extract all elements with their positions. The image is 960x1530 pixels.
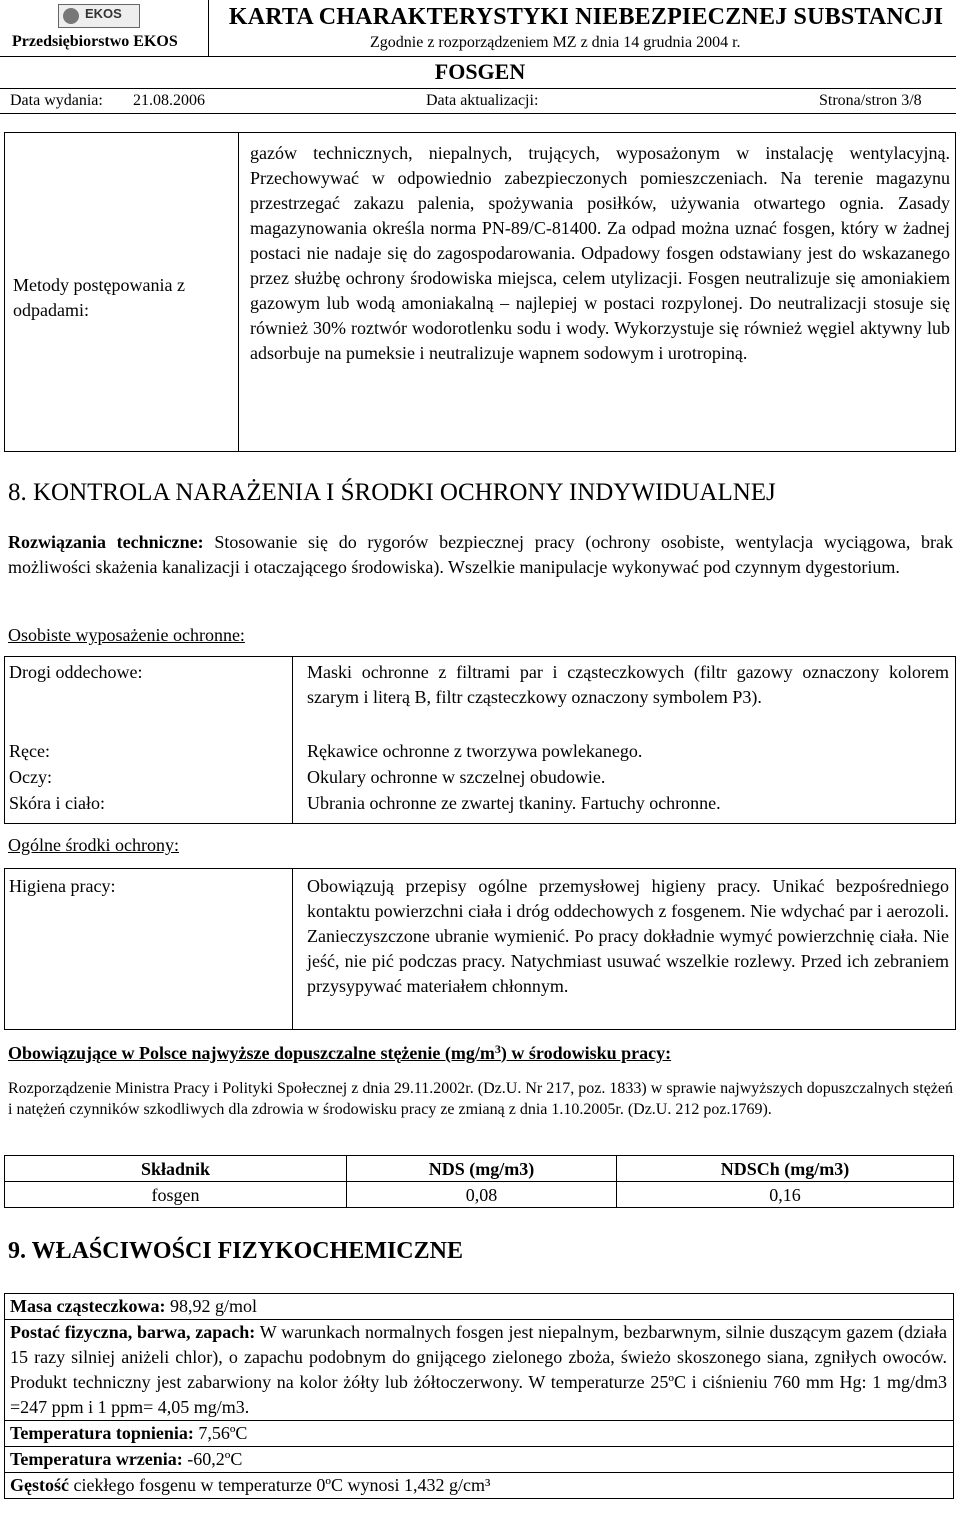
property-label: Temperatura wrzenia: (10, 1449, 183, 1469)
nds-heading-part-a: Obowiązujące w Polsce najwyższe dopuszczalne stężenie (mg/m (8, 1043, 495, 1063)
property-melting-point (4, 1421, 954, 1447)
nds-header-component: Składnik (5, 1156, 347, 1182)
property-value: W warunkach normalnych fosgen jest niepalnym, bezbarwnym, silnie duszącym gazem (działa 15 razy silniej aniżeli chlor), o zapachu podobnym do gnijącego zielonego zboża, świeżo skoszonego siana, zgniłych owoców. Produkt techniczny jest zabarwiony na kolor żółty lub żółtoczerwony. W temperaturze 25ºC i ciśnieniu 760 mm Hg: 1 mg/dm3 =247 ppm i 1 ppm= 4,05 mg/m3. (10, 1322, 947, 1417)
ppe-value: Ubrania ochronne ze zwartej tkaniny. Fartuchy ochronne. (307, 793, 721, 813)
property-label: Gęstość (10, 1475, 69, 1495)
waste-label-cell (5, 133, 239, 451)
issue-date: 21.08.2006 (133, 92, 205, 109)
technical-measures-text: Stosowanie się do rygorów bezpiecznej pracy (ochrony osobiste, wentylacja wyciągowa, brak możliwości skażenia kanalizacji i otaczającego środowiska). Wszelkie manipulacje wykonywać pod czynnym dygestorium. (8, 532, 953, 577)
nds-data-row (5, 1182, 954, 1208)
physchem-properties (4, 1293, 954, 1499)
section-9-heading: 9. WŁAŚCIWOŚCI FIZYKOCHEMICZNE (8, 1238, 463, 1264)
page-number: Strona/stron 3/8 (819, 92, 922, 109)
property-boiling-point (4, 1447, 954, 1473)
document-subtitle: Zgodnie z rozporządzeniem MZ z dnia 14 grudnia 2004 r. (370, 34, 741, 51)
hygiene-text: Obowiązują przepisy ogólne przemysłowej higieny pracy. Unikać bezpośredniego kontaktu powierzchni ciała i dróg oddechowych z fosgenem. Nie wdychać par i aerozoli. Zanieczyszczone ubranie wymienić. Po pracy dokładnie wymyć powierzchnię ciała. Nie jeść, nie pić podczas pracy. Natychmiast usuwać wszelkie rozlewy. Przed ich zebraniem przysypywać materiałem chłonnym. (307, 876, 949, 996)
property-label: Masa cząsteczkowa: (10, 1296, 166, 1316)
document-title: KARTA CHARAKTERYSTYKI NIEBEZPIECZNEJ SUBSTANCJI (228, 4, 944, 30)
nds-heading-part-b: ) w środowisku pracy: (500, 1043, 672, 1063)
company-logo (58, 4, 140, 28)
regulation-text: Rozporządzenie Ministra Pracy i Polityki Społecznej z dnia 29.11.2002r. (Dz.U. Nr 217, poz. 1833) w sprawie najwyższych dopuszczalnych stężeń i natężeń czynników szkodliwych dla zdrowia w środowisku pracy ze zmianą z dnia 1.10.2005r. (Dz.U. 212 poz.1769). (8, 1080, 953, 1118)
header-dates-row (0, 88, 956, 114)
nds-cell-component: fosgen (5, 1182, 347, 1208)
nds-heading-superscript: 3 (494, 1042, 501, 1056)
waste-label: Metody postępowania z odpadami: (13, 275, 185, 320)
update-label: Data aktualizacji: (426, 92, 539, 109)
ppe-value: Okulary ochronne w szczelnej obudowie. (307, 767, 606, 787)
nds-header-nds: NDS (mg/m3) (347, 1156, 617, 1182)
company-cell (0, 0, 209, 56)
ppe-label: Skóra i ciało: (9, 793, 105, 813)
nds-heading (8, 1041, 671, 1066)
document-header (0, 0, 960, 92)
property-value: 98,92 g/mol (165, 1296, 257, 1316)
substance-name: FOSGEN (434, 59, 526, 84)
nds-cell-nds: 0,08 (347, 1182, 617, 1208)
nds-cell-ndsch: 0,16 (617, 1182, 954, 1208)
ppe-label: Oczy: (9, 767, 52, 787)
property-label: Postać fizyczna, barwa, zapach: (10, 1322, 256, 1342)
ppe-value: Maski ochronne z filtrami par i cząsteczkowych (filtr gazowy oznaczony kolorem szarym i literą B, filtr cząsteczkowy oznaczony symbolem P3). (307, 662, 949, 707)
property-label: Temperatura topnienia: (10, 1423, 194, 1443)
property-value: -60,2ºC (182, 1449, 243, 1469)
technical-measures-label: Rozwiązania techniczne: (8, 532, 204, 552)
company-name: Przedsiębiorstwo EKOS (12, 33, 178, 50)
property-value: ciekłego fosgenu w temperaturze 0ºC wynosi 1,432 g/cm³ (68, 1475, 491, 1495)
section-8-heading: 8. KONTROLA NARAŻENIA I ŚRODKI OCHRONY INDYWIDUALNEJ (8, 479, 776, 506)
ppe-label: Ręce: (9, 741, 50, 761)
ppe-value: Rękawice ochronne z tworzywa powlekanego. (307, 741, 643, 761)
waste-text: gazów technicznych, niepalnych, trujących, wyposażonym w instalację wentylacyjną. Przechowywać w odpowiednio zabezpieczonych pomieszczeniach. Na terenie magazynu przestrzegać zakazu palenia, spożywania posiłków, używania otwartego ognia. Zasady magazynowania określa norma PN-89/C-81400. Za odpad można uznać fosgen, który w żadnej postaci nie nadaje się do zagospodarowania. Odpadowy fosgen odstawiany jest do wskazanego przez służbę ochrony środowiska miejsca, celem utylizacji. Fosgen neutralizuje się amoniakiem gazowym lub wodą amoniakalną – najlepiej w postaci rozpylonej. Do neutralizacji stosuje się również 30% roztwór wodorotlenku sodu i wody. Wykorzystuje się również węgiel aktywny lub adsorbuje na pumeksie i neutralizuje wapnem sodowym i urotropiną. (250, 143, 950, 363)
hygiene-label: Higiena pracy: (9, 876, 116, 896)
property-molar-mass (4, 1293, 954, 1320)
nds-header-row (5, 1156, 954, 1182)
waste-methods-box (4, 132, 956, 452)
nds-table (4, 1155, 954, 1208)
property-physical-form (4, 1320, 954, 1421)
property-density (4, 1473, 954, 1499)
logo-text: EKOS (85, 6, 122, 21)
nds-header-ndsch: NDSCh (mg/m3) (617, 1156, 954, 1182)
ppe-label: Drogi oddechowe: (9, 662, 143, 682)
ppe-heading: Osobiste wyposażenie ochronne: (8, 625, 245, 645)
property-value: 7,56ºC (193, 1423, 248, 1443)
issue-label: Data wydania: (10, 92, 103, 109)
header-top-row (0, 0, 956, 57)
technical-measures (8, 530, 953, 580)
general-measures-heading: Ogólne środki ochrony: (8, 835, 179, 855)
logo-mark-icon (63, 8, 79, 24)
